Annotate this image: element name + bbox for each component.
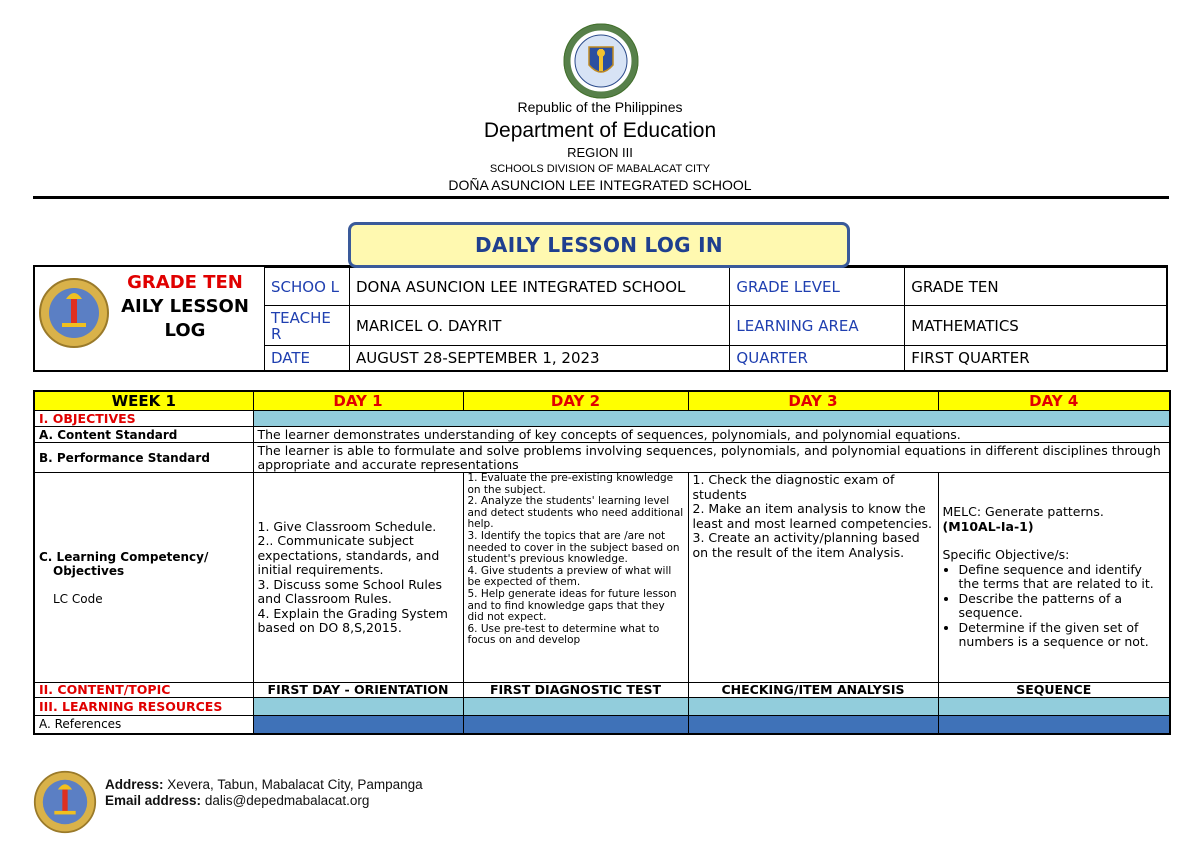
date-label: DATE bbox=[265, 346, 350, 371]
day1-item: 2.. Communicate subject expectations, standards, and initial requirements. bbox=[257, 533, 440, 577]
day2-item: 4. Give students a preview of what will be expected of them. bbox=[467, 564, 672, 589]
day3-item: 2. Make an item analysis to know the least and most learned competencies. bbox=[692, 501, 933, 531]
references-label: A. References bbox=[34, 716, 253, 734]
learning-competency-label bbox=[34, 473, 253, 683]
day2-item: 2. Analyze the students' learning level and detect students who need additional help. bbox=[467, 495, 684, 531]
lc-label-line2: Objectives bbox=[53, 563, 125, 578]
day3-topic: CHECKING/ITEM ANALYSIS bbox=[688, 683, 938, 698]
references-fill bbox=[688, 716, 938, 734]
objectives-fill bbox=[253, 411, 1170, 427]
performance-standard-label: B. Performance Standard bbox=[34, 443, 253, 473]
grade-level-label: GRADE LEVEL bbox=[730, 268, 905, 306]
references-fill bbox=[253, 716, 463, 734]
day1-topic: FIRST DAY - ORIENTATION bbox=[253, 683, 463, 698]
day2-item: 1. Evaluate the pre-existing knowledge on the subject. bbox=[467, 472, 674, 496]
resources-fill bbox=[688, 698, 938, 716]
footer-school-logo bbox=[33, 770, 97, 834]
day2-objectives bbox=[463, 473, 688, 683]
republic-text: Republic of the Philippines bbox=[517, 99, 683, 115]
day4-objectives bbox=[938, 473, 1170, 683]
resources-fill bbox=[463, 698, 688, 716]
day2-item: 5. Help generate ideas for future lesson and to find knowledge gaps that they did not expect. bbox=[467, 587, 677, 624]
references-fill bbox=[938, 716, 1170, 734]
day2-item: 6. Use pre-test to determine what to focus on and develop bbox=[467, 622, 660, 647]
day4-header: DAY 4 bbox=[938, 391, 1170, 411]
day2-item: 3. Identify the topics that are /are not needed to cover in the subject based on student's previous knowledge. bbox=[467, 529, 680, 566]
grade-title-line3: LOG bbox=[164, 320, 206, 341]
grade-level-value: GRADE TEN bbox=[905, 268, 1168, 306]
address-label: Address: bbox=[105, 777, 164, 792]
day4-topic: SEQUENCE bbox=[938, 683, 1170, 698]
header-divider bbox=[33, 196, 1169, 199]
school-header: DOÑA ASUNCION LEE INTEGRATED SCHOOL bbox=[448, 177, 752, 193]
school-value: DONA ASUNCION LEE INTEGRATED SCHOOL bbox=[349, 268, 729, 306]
day2-topic: FIRST DIAGNOSTIC TEST bbox=[463, 683, 688, 698]
learning-resources-heading: III. LEARNING RESOURCES bbox=[34, 698, 253, 716]
grade-title-line1: GRADE TEN bbox=[127, 272, 243, 293]
school-label: SCHOO L bbox=[265, 268, 350, 306]
teacher-value: MARICEL O. DAYRIT bbox=[349, 306, 729, 346]
grade-ten-title bbox=[105, 271, 265, 343]
day4-specific-heading: Specific Objective/s: bbox=[942, 547, 1070, 563]
grade-title-line2: AILY LESSON bbox=[121, 296, 249, 317]
day3-header: DAY 3 bbox=[688, 391, 938, 411]
quarter-value: FIRST QUARTER bbox=[905, 346, 1168, 371]
day1-item: 3. Discuss some School Rules and Classroom Rules. bbox=[257, 576, 442, 606]
day4-bullet: • Determine if the given set of numbers is a sequence or not. bbox=[959, 621, 1166, 650]
email-value[interactable]: dalis@depedmabalacat.org bbox=[204, 793, 370, 808]
resources-fill bbox=[938, 698, 1170, 716]
school-logo bbox=[38, 277, 110, 349]
day2-header: DAY 2 bbox=[463, 391, 688, 411]
content-standard-text: The learner demonstrates understanding of key concepts of sequences, polynomials, and polynomial equations. bbox=[253, 427, 1170, 443]
teacher-label: TEACHE R bbox=[265, 306, 350, 346]
day4-melc: MELC: Generate patterns. bbox=[942, 504, 1104, 520]
learning-area-label: LEARNING AREA bbox=[730, 306, 905, 346]
day4-code: (M10AL-Ia-1) bbox=[942, 518, 1034, 534]
address-value: Xevera, Tabun, Mabalacat City, Pampanga bbox=[167, 777, 423, 792]
department-title: Department of Education bbox=[483, 119, 717, 142]
performance-standard-text: The learner is able to formulate and solve problems involving sequences, polynomials, and polynomial equations in different disciplines through appropriate and accurate representations bbox=[253, 443, 1170, 473]
day1-header: DAY 1 bbox=[253, 391, 463, 411]
content-standard-label: A. Content Standard bbox=[34, 427, 253, 443]
day4-bullet: • Describe the patterns of a sequence. bbox=[959, 592, 1166, 621]
footer-contact bbox=[105, 777, 423, 809]
day4-bullet-list bbox=[943, 563, 1166, 650]
division-text: SCHOOLS DIVISION OF MABALACAT CITY bbox=[489, 163, 711, 175]
email-label: Email address: bbox=[105, 793, 202, 808]
daily-lesson-log-banner bbox=[348, 222, 850, 268]
lc-code-label: LC Code bbox=[53, 591, 103, 606]
day3-item: 1. Check the diagnostic exam of students bbox=[692, 472, 895, 502]
day1-objectives bbox=[253, 473, 463, 683]
day3-item: 3. Create an activity/planning based on the result of the item Analysis. bbox=[692, 530, 920, 560]
objectives-heading: I. OBJECTIVES bbox=[34, 411, 253, 427]
region-text: REGION III bbox=[567, 145, 633, 160]
resources-fill bbox=[253, 698, 463, 716]
day4-bullet: • Define sequence and identify the terms that are related to it. bbox=[959, 563, 1166, 592]
references-fill bbox=[463, 716, 688, 734]
learning-area-value: MATHEMATICS bbox=[905, 306, 1168, 346]
day1-item: 1. Give Classroom Schedule. bbox=[257, 518, 437, 534]
info-table bbox=[264, 267, 1168, 371]
quarter-label: QUARTER bbox=[730, 346, 905, 371]
lesson-info-box bbox=[33, 265, 1168, 372]
lc-label-line1: C. Learning Competency/ bbox=[39, 549, 209, 564]
day3-objectives bbox=[688, 473, 938, 683]
week-header: WEEK 1 bbox=[34, 391, 253, 411]
banner-text: DAILY LESSON LOG IN bbox=[475, 233, 723, 257]
deped-seal-logo bbox=[563, 23, 639, 99]
lesson-log-table bbox=[33, 390, 1171, 735]
day1-item: 4. Explain the Grading System based on DO 8,S,2015. bbox=[257, 605, 448, 635]
content-topic-heading: II. CONTENT/TOPIC bbox=[34, 683, 253, 698]
date-value: AUGUST 28-SEPTEMBER 1, 2023 bbox=[349, 346, 729, 371]
